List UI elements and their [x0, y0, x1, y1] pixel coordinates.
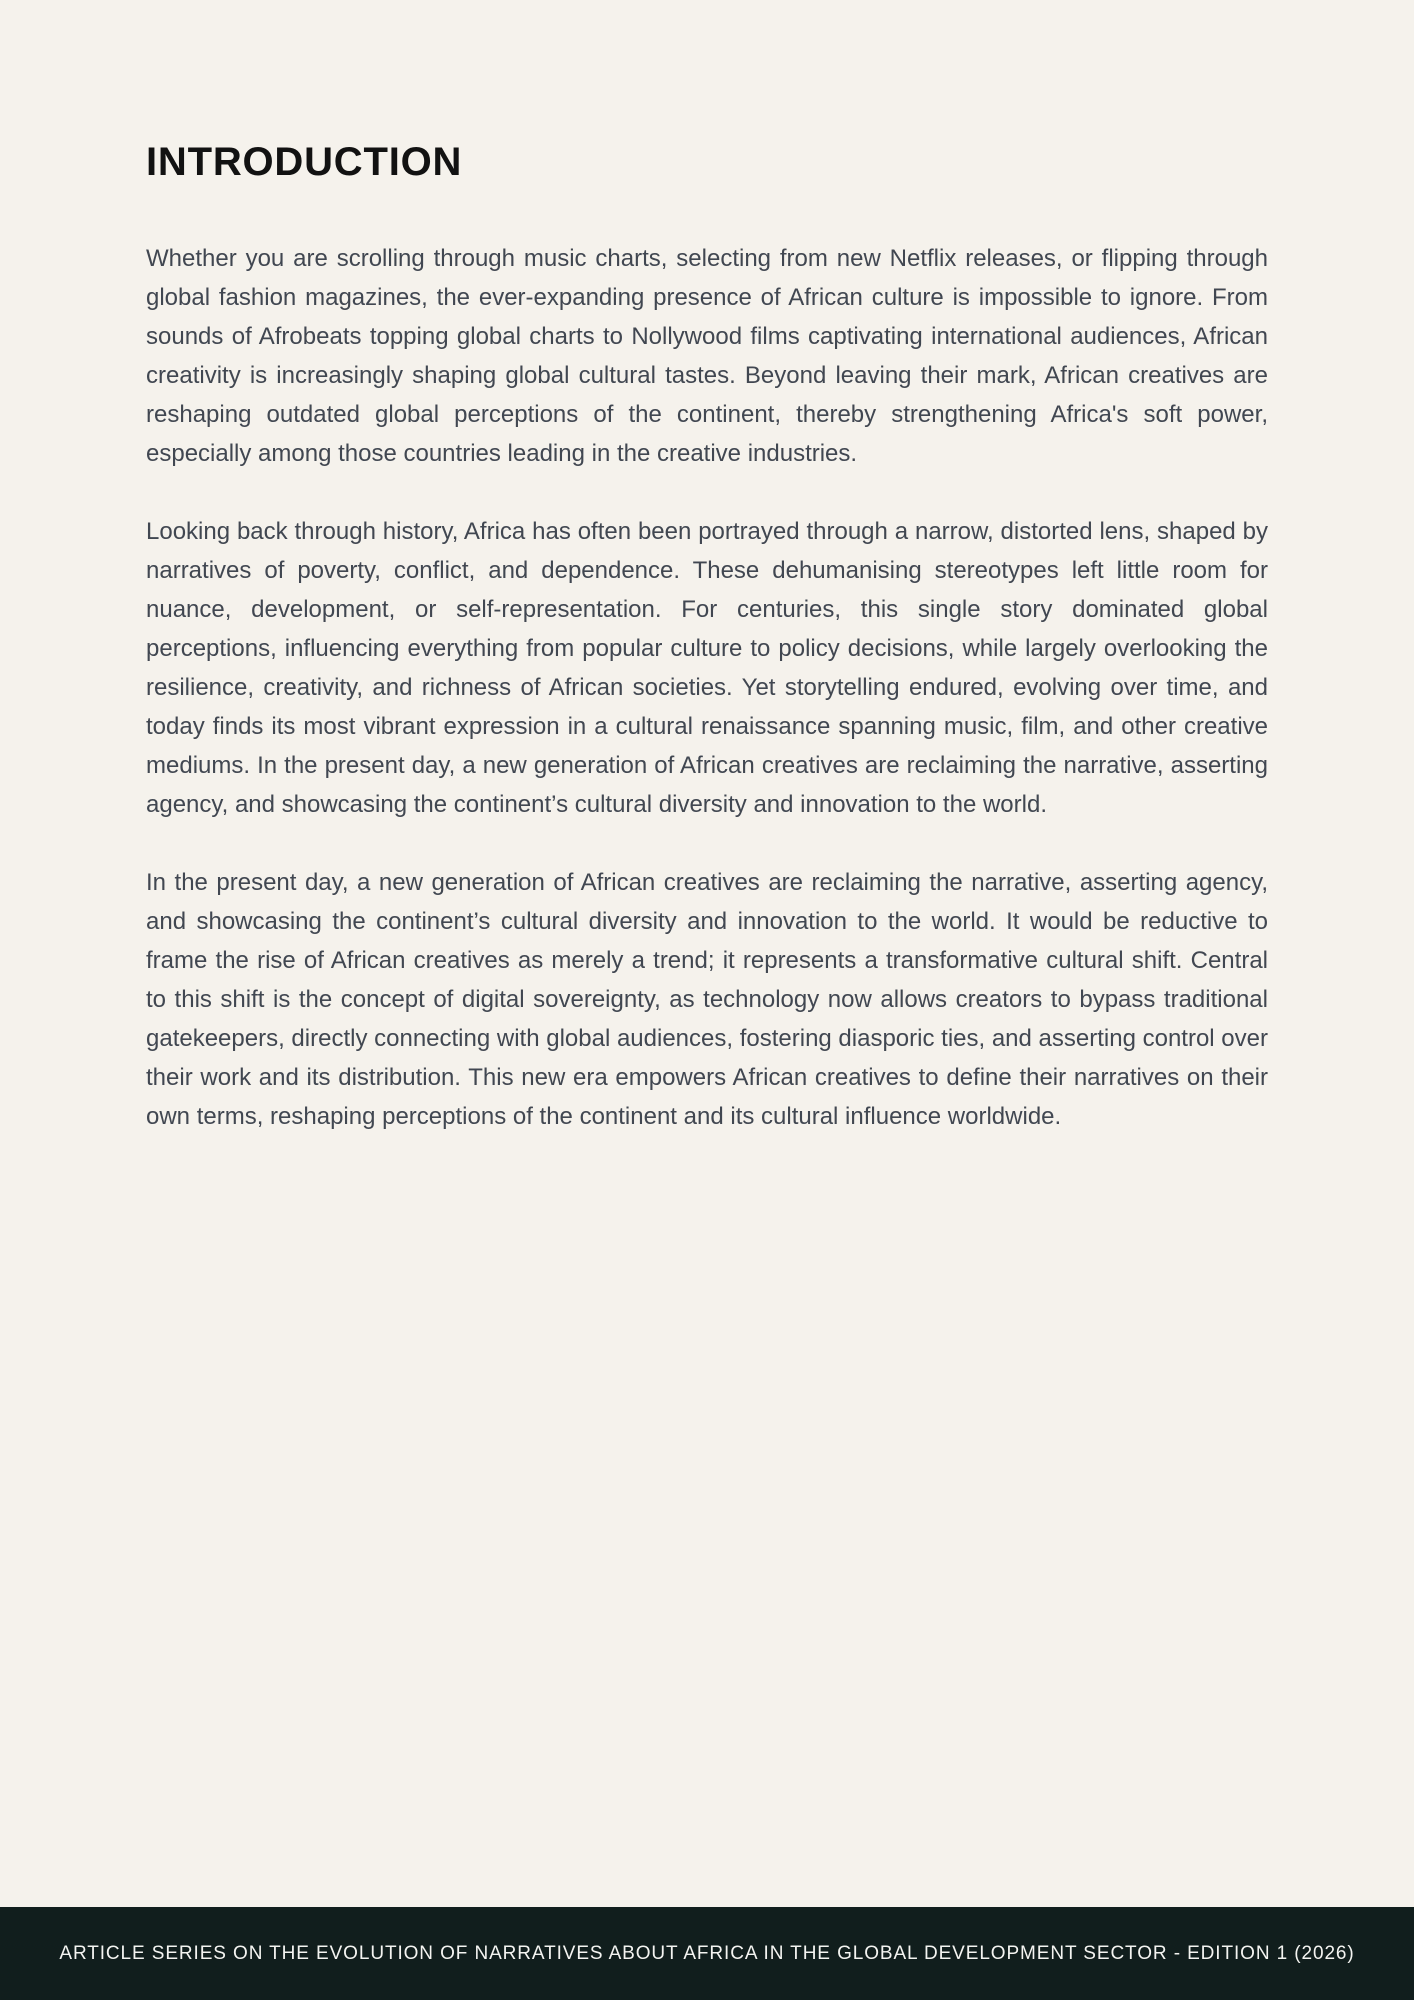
footer-bar — [0, 1907, 1414, 2000]
paragraph-digital-sovereignty: In the present day, a new generation of African creatives are reclaiming the narrative, asserting agency, and showcasing the continent’s cultural diversity and innovation to the world. It would be reductive to frame the rise of African creatives as merely a trend; it represents a transformative cultural shift. Central to this shift is the concept of digital sovereignty, as technology now allows creators to bypass traditional gatekeepers, directly connecting with global audiences, fostering diasporic ties, and asserting control over their work and its distribution. This new era empowers African creatives to define their narratives on their own terms, reshaping perceptions of the continent and its cultural influence worldwide. — [146, 869, 1268, 1130]
paragraph-intro-culture: Whether you are scrolling through music charts, selecting from new Netflix releases, or flipping through global fashion magazines, the ever-expanding presence of African culture is impossible to ignore. From sounds of Afrobeats topping global charts to Nollywood films captivating international audiences, African creativity is increasingly shaping global cultural tastes. Beyond leaving their mark, African creatives are reshaping outdated global perceptions of the continent, thereby strengthening Africa's soft power, especially among those countries leading in the creative industries. — [146, 245, 1268, 467]
paragraph-history-narratives: Looking back through history, Africa has often been portrayed through a narrow, distorted lens, shaped by narratives of poverty, conflict, and dependence. These dehumanising stereotypes left little room for nuance, development, or self-representation. For centuries, this single story dominated global perceptions, influencing everything from popular culture to policy decisions, while largely overlooking the resilience, creativity, and richness of African societies. Yet storytelling endured, evolving over time, and today finds its most vibrant expression in a cultural renaissance spanning music, film, and other creative mediums. In the present day, a new generation of African creatives are reclaiming the narrative, asserting agency, and showcasing the continent’s cultural diversity and innovation to the world. — [146, 518, 1268, 818]
page-title: INTRODUCTION — [146, 140, 463, 184]
footer-text: ARTICLE SERIES ON THE EVOLUTION OF NARRATIVES ABOUT AFRICA IN THE GLOBAL DEVELOPMENT SECTOR - EDITION 1 (2026) — [59, 1942, 1355, 1964]
